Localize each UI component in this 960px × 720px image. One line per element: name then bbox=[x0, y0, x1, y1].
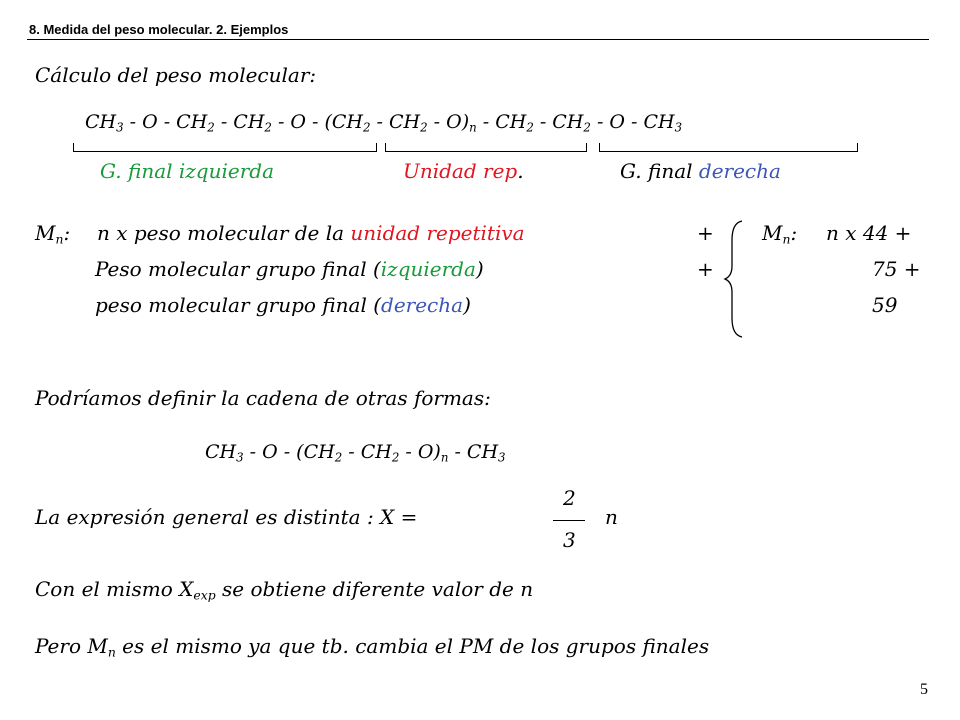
fraction-denominator: 3 bbox=[563, 528, 576, 552]
mn-line-repeat-unit: n x peso molecular de la unidad repetitiva bbox=[97, 221, 525, 245]
general-expression-text: La expresión general es distinta : X = bbox=[35, 505, 418, 529]
curly-brace bbox=[722, 218, 750, 340]
header-rule bbox=[27, 39, 929, 40]
right-end-group-label: G. final derecha bbox=[620, 159, 781, 183]
same-mn-statement: Pero $M_n$ es el mismo ya que tb. cambia el PM de los grupos finales bbox=[35, 634, 710, 660]
left-end-group-bracket bbox=[73, 143, 377, 152]
mn-line1-plus: + bbox=[697, 221, 714, 245]
mn-line2-plus: + bbox=[697, 257, 714, 281]
mn-line-right-end-group: peso molecular grupo final (derecha) bbox=[95, 293, 471, 317]
polymer-formula: $CH_3$ - O - $CH_2 - CH_2$ - O - $(CH_2 - CH_2 - O)_n - CH_2 - CH_2$ - O - $CH_3$ bbox=[85, 111, 683, 135]
section-heading: Cálculo del peso molecular: bbox=[35, 63, 317, 87]
alternative-definition-heading: Podríamos definir la cadena de otras formas: bbox=[35, 386, 491, 410]
mn-label: $M_n$: bbox=[35, 221, 71, 247]
expression-variable: n bbox=[605, 505, 618, 529]
repeat-unit-bracket bbox=[385, 143, 587, 152]
alternative-formula: $CH_3$ - O - $(CH_2 - CH_2 - O)_n - CH_3$ bbox=[205, 441, 506, 465]
mn-value-repeat-unit: n x 44 + bbox=[826, 221, 912, 245]
mn-result-label: $M_n$: bbox=[762, 221, 798, 247]
slide-header-title: 8. Medida del peso molecular. 2. Ejemplos bbox=[29, 22, 289, 37]
right-end-group-bracket bbox=[599, 143, 858, 152]
page-number: 5 bbox=[920, 681, 928, 698]
repeat-unit-label: Unidad rep. bbox=[403, 159, 524, 183]
fraction-bar bbox=[553, 520, 585, 521]
mn-value-left-end-group: 75 + bbox=[872, 257, 921, 281]
fraction-numerator: 2 bbox=[563, 486, 576, 510]
left-end-group-label: G. final izquierda bbox=[100, 159, 275, 183]
mn-line-left-end-group: Peso molecular grupo final (izquierda) bbox=[95, 257, 484, 281]
mn-value-right-end-group: 59 bbox=[872, 293, 898, 317]
same-xexp-statement: Con el mismo $X_{exp}$ se obtiene diferente valor de n bbox=[35, 577, 534, 603]
